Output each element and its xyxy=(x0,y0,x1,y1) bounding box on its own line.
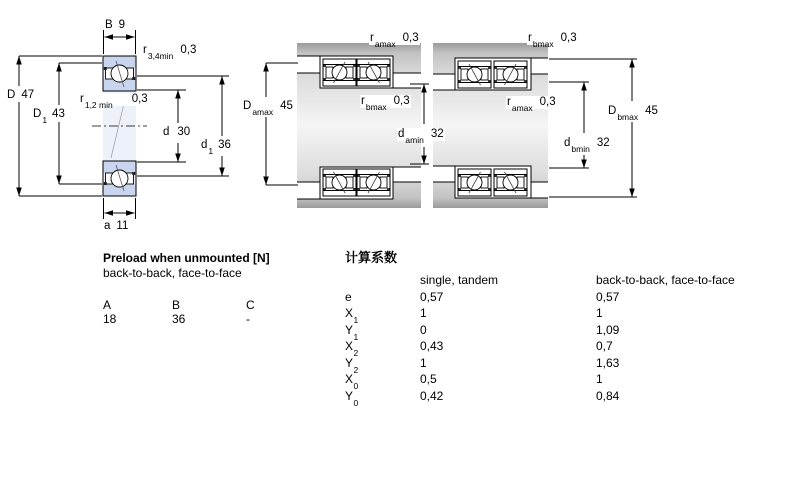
preload-value-b: 36 xyxy=(172,312,186,326)
preload-subtitle: back-to-back, face-to-face xyxy=(103,266,242,280)
preload-col-header-a: A xyxy=(103,298,112,312)
technical-drawing xyxy=(0,0,680,245)
label-r34min: $r_{3,4min}0,3$ xyxy=(143,44,197,62)
label-d1: $d_136$ xyxy=(201,139,231,157)
label-b2b-Damax: $D_{amax}45$ xyxy=(243,100,293,118)
preload-col-header-b: B xyxy=(172,298,181,312)
label-r12min: $r_{1,2 min}0,3$ xyxy=(80,93,148,111)
label-D1: $D_143$ xyxy=(33,108,65,126)
label-b2b-rbmax: $r_{bmax}0,3$ xyxy=(361,95,410,113)
preload-value-a: 18 xyxy=(103,312,117,326)
preload-title: Preload when unmounted [N] xyxy=(103,251,270,265)
label-bore-d: d 30 xyxy=(163,126,191,138)
preload-col-header-c: C xyxy=(246,298,255,312)
calculation-factors-table: 计算系数 single, tandem back-to-back, face-to-face e 0,57 0,57 $X_1$ 1 1 $Y_1$ 0 1,09 $X_2$ 0,43 0,7 $Y_2$ 1 1,63 $X_0$ 0,5 1 $Y_0$ 0,42 0,84 xyxy=(345,250,735,409)
preload-table xyxy=(103,251,333,331)
label-f2f-ramax: $r_{amax}0,3$ xyxy=(507,96,556,114)
label-f2f-dbmin: $d_{bmin}32$ xyxy=(564,137,610,155)
bearing-cross-section-diagram xyxy=(92,56,147,196)
face-to-face-arrangement-diagram xyxy=(433,43,548,208)
factors-col1-header: single, tandem xyxy=(420,273,499,287)
label-b2b-damin: $d_{amin}32$ xyxy=(398,128,444,146)
label-outer-diameter-D: D 47 xyxy=(7,89,35,101)
factors-title: 计算系数 xyxy=(345,250,398,265)
label-f2f-rbmax: $r_{bmax}0,3$ xyxy=(528,32,577,50)
label-a: a 11 xyxy=(104,220,129,232)
factors-col2-header: back-to-back, face-to-face xyxy=(596,273,735,287)
label-width-B: B 9 xyxy=(105,19,126,31)
label-b2b-ramax: $r_{amax}0,3$ xyxy=(370,32,419,50)
back-to-back-arrangement-diagram xyxy=(297,43,421,208)
face-to-face-dimension-lines xyxy=(549,59,637,197)
preload-value-c: - xyxy=(246,312,250,326)
label-f2f-Dbmax: $D_{bmax}45$ xyxy=(608,105,658,123)
